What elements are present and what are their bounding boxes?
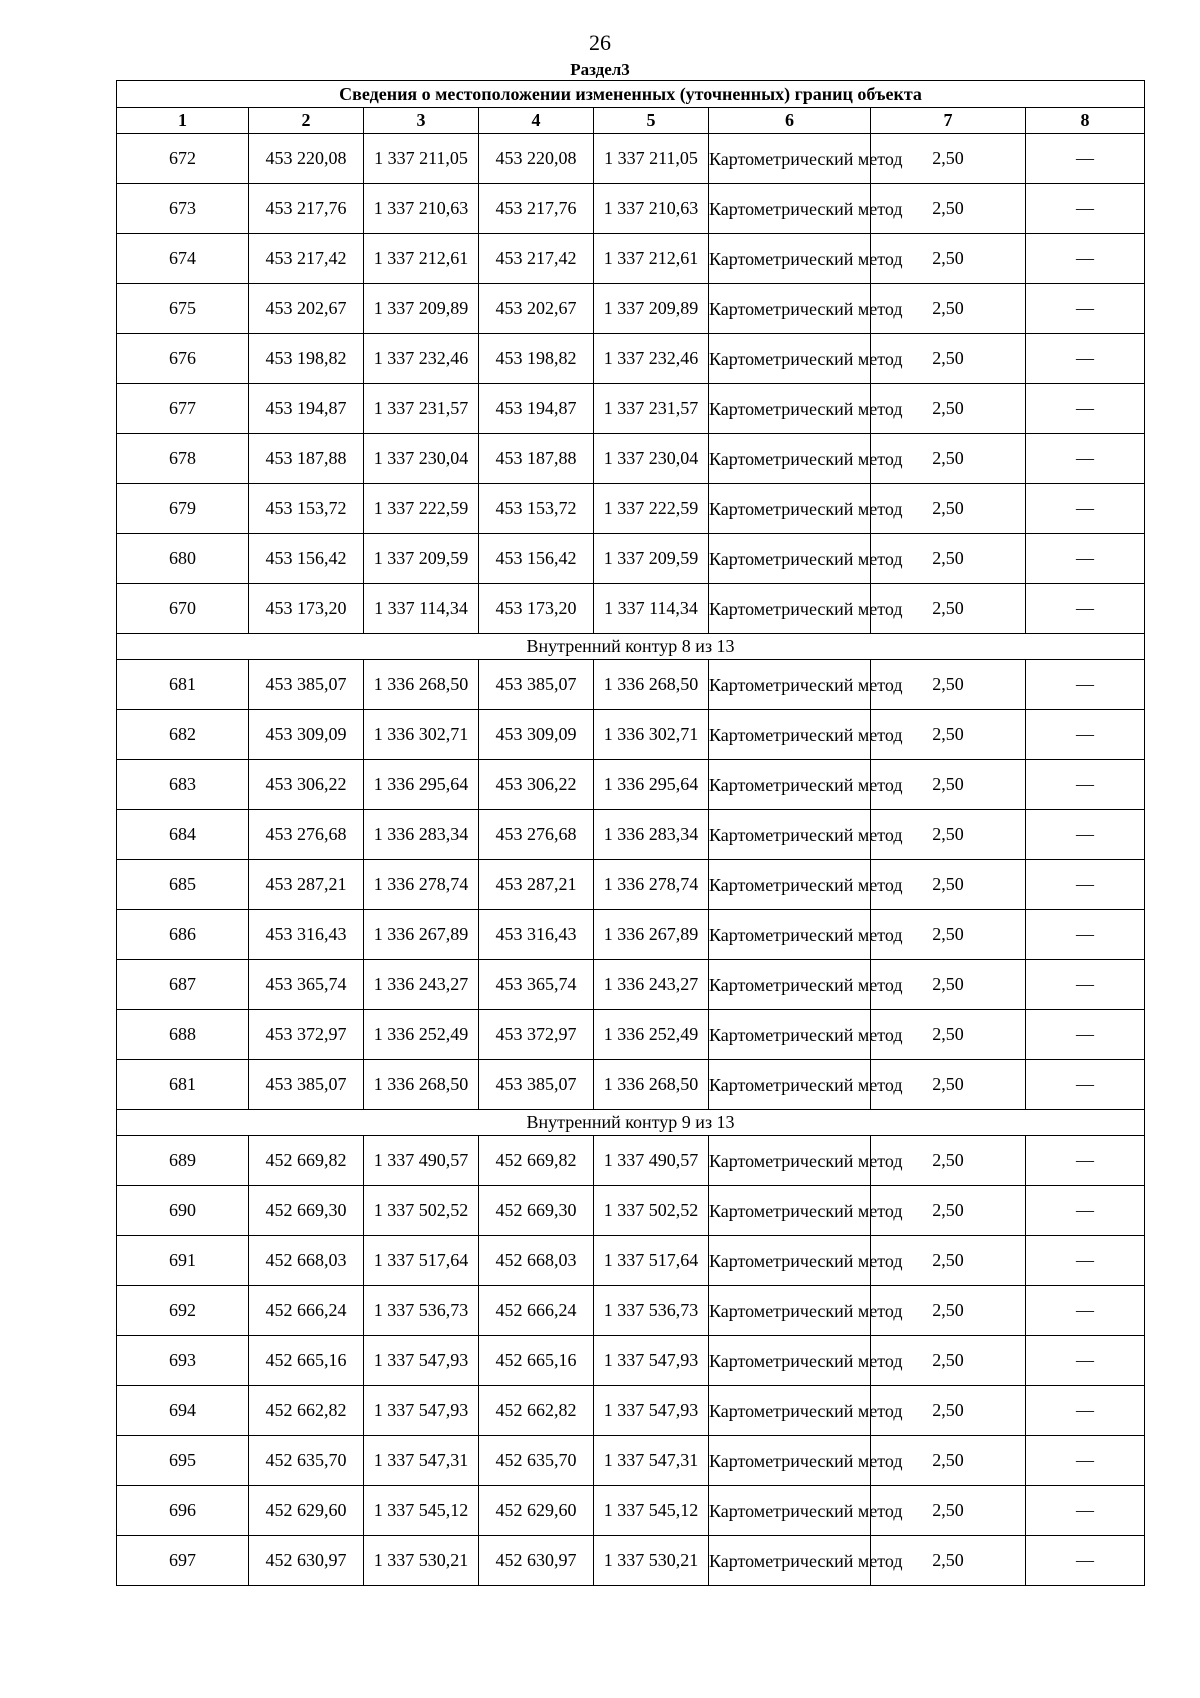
- cell-x-old: 453 372,97: [249, 1010, 364, 1060]
- cell-x-new: 453 365,74: [479, 960, 594, 1010]
- cell-accuracy: 2,50: [871, 484, 1026, 534]
- cell-method: Картометрический метод: [709, 1386, 871, 1436]
- cell-note: —: [1026, 1436, 1145, 1486]
- cell-y-old: 1 336 268,50: [364, 1060, 479, 1110]
- cell-y-new: 1 336 268,50: [594, 660, 709, 710]
- contour-label: Внутренний контур 8 из 13: [117, 634, 1145, 660]
- table-row: [117, 1136, 1145, 1186]
- cell-y-new: 1 337 114,34: [594, 584, 709, 634]
- cell-method: Картометрический метод: [709, 910, 871, 960]
- cell-accuracy: 2,50: [871, 1386, 1026, 1436]
- cell-x-old: 453 202,67: [249, 284, 364, 334]
- cell-point-number: 682: [117, 710, 249, 760]
- cell-point-number: 675: [117, 284, 249, 334]
- cell-accuracy: 2,50: [871, 334, 1026, 384]
- cell-note: —: [1026, 710, 1145, 760]
- cell-y-old: 1 337 230,04: [364, 434, 479, 484]
- cell-x-new: 452 669,82: [479, 1136, 594, 1186]
- column-header: 1: [117, 108, 249, 134]
- cell-accuracy: 2,50: [871, 184, 1026, 234]
- cell-y-old: 1 337 210,63: [364, 184, 479, 234]
- cell-y-old: 1 337 114,34: [364, 584, 479, 634]
- cell-accuracy: 2,50: [871, 234, 1026, 284]
- cell-x-old: 453 187,88: [249, 434, 364, 484]
- cell-y-new: 1 337 547,93: [594, 1336, 709, 1386]
- cell-x-old: 452 635,70: [249, 1436, 364, 1486]
- cell-accuracy: 2,50: [871, 1186, 1026, 1236]
- cell-point-number: 681: [117, 1060, 249, 1110]
- cell-x-old: 452 668,03: [249, 1236, 364, 1286]
- cell-x-new: 453 385,07: [479, 660, 594, 710]
- cell-note: —: [1026, 1486, 1145, 1536]
- cell-accuracy: 2,50: [871, 860, 1026, 910]
- cell-point-number: 680: [117, 534, 249, 584]
- cell-accuracy: 2,50: [871, 960, 1026, 1010]
- cell-y-new: 1 337 210,63: [594, 184, 709, 234]
- cell-y-old: 1 337 547,93: [364, 1386, 479, 1436]
- cell-point-number: 674: [117, 234, 249, 284]
- cell-y-old: 1 337 231,57: [364, 384, 479, 434]
- table-row: [117, 810, 1145, 860]
- cell-accuracy: 2,50: [871, 1486, 1026, 1536]
- column-header: 6: [709, 108, 871, 134]
- table-row: [117, 234, 1145, 284]
- cell-note: —: [1026, 134, 1145, 184]
- table-row: [117, 384, 1145, 434]
- cell-y-old: 1 337 547,93: [364, 1336, 479, 1386]
- cell-method: Картометрический метод: [709, 1536, 871, 1586]
- cell-y-new: 1 337 212,61: [594, 234, 709, 284]
- cell-accuracy: 2,50: [871, 760, 1026, 810]
- cell-point-number: 683: [117, 760, 249, 810]
- cell-note: —: [1026, 234, 1145, 284]
- cell-x-old: 452 669,82: [249, 1136, 364, 1186]
- cell-y-new: 1 337 547,93: [594, 1386, 709, 1436]
- cell-y-new: 1 336 268,50: [594, 1060, 709, 1110]
- cell-point-number: 687: [117, 960, 249, 1010]
- cell-note: —: [1026, 660, 1145, 710]
- cell-accuracy: 2,50: [871, 1136, 1026, 1186]
- cell-x-new: 452 635,70: [479, 1436, 594, 1486]
- cell-x-new: 453 220,08: [479, 134, 594, 184]
- cell-x-new: 453 153,72: [479, 484, 594, 534]
- table-caption-row: [117, 81, 1145, 108]
- cell-method: Картометрический метод: [709, 1060, 871, 1110]
- cell-point-number: 693: [117, 1336, 249, 1386]
- cell-y-old: 1 337 545,12: [364, 1486, 479, 1536]
- cell-x-new: 453 309,09: [479, 710, 594, 760]
- cell-method: Картометрический метод: [709, 384, 871, 434]
- coordinates-table: [116, 80, 1145, 1586]
- cell-accuracy: 2,50: [871, 134, 1026, 184]
- column-header: 3: [364, 108, 479, 134]
- cell-x-old: 452 629,60: [249, 1486, 364, 1536]
- section-title: Раздел3: [570, 60, 630, 79]
- cell-y-old: 1 336 283,34: [364, 810, 479, 860]
- cell-x-new: 452 630,97: [479, 1536, 594, 1586]
- table-row: [117, 760, 1145, 810]
- table-row: [117, 134, 1145, 184]
- cell-method: Картометрический метод: [709, 1286, 871, 1336]
- cell-x-old: 453 385,07: [249, 660, 364, 710]
- cell-x-old: 453 385,07: [249, 1060, 364, 1110]
- cell-y-old: 1 337 211,05: [364, 134, 479, 184]
- cell-point-number: 679: [117, 484, 249, 534]
- cell-point-number: 677: [117, 384, 249, 434]
- cell-x-new: 453 187,88: [479, 434, 594, 484]
- cell-accuracy: 2,50: [871, 1010, 1026, 1060]
- cell-point-number: 672: [117, 134, 249, 184]
- cell-accuracy: 2,50: [871, 910, 1026, 960]
- cell-x-new: 452 665,16: [479, 1336, 594, 1386]
- cell-x-new: 453 198,82: [479, 334, 594, 384]
- cell-method: Картометрический метод: [709, 534, 871, 584]
- cell-method: Картометрический метод: [709, 434, 871, 484]
- cell-note: —: [1026, 1386, 1145, 1436]
- cell-note: —: [1026, 584, 1145, 634]
- cell-y-new: 1 337 222,59: [594, 484, 709, 534]
- cell-method: Картометрический метод: [709, 584, 871, 634]
- cell-note: —: [1026, 860, 1145, 910]
- cell-y-new: 1 336 278,74: [594, 860, 709, 910]
- cell-y-new: 1 336 302,71: [594, 710, 709, 760]
- cell-note: —: [1026, 184, 1145, 234]
- cell-note: —: [1026, 1236, 1145, 1286]
- cell-x-new: 452 669,30: [479, 1186, 594, 1236]
- cell-x-old: 453 365,74: [249, 960, 364, 1010]
- cell-x-new: 452 666,24: [479, 1286, 594, 1336]
- cell-x-new: 453 217,42: [479, 234, 594, 284]
- cell-note: —: [1026, 1136, 1145, 1186]
- cell-point-number: 689: [117, 1136, 249, 1186]
- cell-point-number: 697: [117, 1536, 249, 1586]
- cell-point-number: 685: [117, 860, 249, 910]
- table-row: [117, 534, 1145, 584]
- cell-y-old: 1 337 547,31: [364, 1436, 479, 1486]
- cell-y-new: 1 337 209,59: [594, 534, 709, 584]
- contour-label-row: [117, 634, 1145, 660]
- cell-accuracy: 2,50: [871, 1536, 1026, 1586]
- cell-y-old: 1 337 209,89: [364, 284, 479, 334]
- cell-method: Картометрический метод: [709, 860, 871, 910]
- cell-x-old: 453 306,22: [249, 760, 364, 810]
- table-row: [117, 1060, 1145, 1110]
- cell-method: Картометрический метод: [709, 1186, 871, 1236]
- cell-point-number: 688: [117, 1010, 249, 1060]
- cell-method: Картометрический метод: [709, 1336, 871, 1386]
- cell-note: —: [1026, 534, 1145, 584]
- cell-accuracy: 2,50: [871, 710, 1026, 760]
- cell-note: —: [1026, 810, 1145, 860]
- table-body: [117, 81, 1145, 1586]
- cell-x-new: 453 276,68: [479, 810, 594, 860]
- cell-y-new: 1 337 502,52: [594, 1186, 709, 1236]
- cell-point-number: 696: [117, 1486, 249, 1536]
- cell-method: Картометрический метод: [709, 1236, 871, 1286]
- cell-y-old: 1 336 268,50: [364, 660, 479, 710]
- cell-x-old: 453 316,43: [249, 910, 364, 960]
- cell-note: —: [1026, 760, 1145, 810]
- cell-note: —: [1026, 1186, 1145, 1236]
- cell-note: —: [1026, 910, 1145, 960]
- cell-x-new: 453 217,76: [479, 184, 594, 234]
- table-row: [117, 1436, 1145, 1486]
- cell-point-number: 692: [117, 1286, 249, 1336]
- cell-x-new: 452 662,82: [479, 1386, 594, 1436]
- cell-method: Картометрический метод: [709, 760, 871, 810]
- cell-method: Картометрический метод: [709, 710, 871, 760]
- cell-method: Картометрический метод: [709, 184, 871, 234]
- cell-method: Картометрический метод: [709, 1136, 871, 1186]
- column-header: 2: [249, 108, 364, 134]
- cell-x-old: 453 276,68: [249, 810, 364, 860]
- cell-method: Картометрический метод: [709, 134, 871, 184]
- cell-point-number: 678: [117, 434, 249, 484]
- cell-y-old: 1 337 536,73: [364, 1286, 479, 1336]
- table-row: [117, 1536, 1145, 1586]
- cell-method: Картометрический метод: [709, 234, 871, 284]
- cell-method: Картометрический метод: [709, 284, 871, 334]
- cell-y-old: 1 337 517,64: [364, 1236, 479, 1286]
- column-header: 5: [594, 108, 709, 134]
- table-row: [117, 184, 1145, 234]
- cell-method: Картометрический метод: [709, 1436, 871, 1486]
- cell-y-new: 1 337 490,57: [594, 1136, 709, 1186]
- column-header: 7: [871, 108, 1026, 134]
- table-row: [117, 710, 1145, 760]
- cell-x-new: 452 668,03: [479, 1236, 594, 1286]
- cell-note: —: [1026, 1010, 1145, 1060]
- cell-y-new: 1 337 230,04: [594, 434, 709, 484]
- cell-y-new: 1 337 536,73: [594, 1286, 709, 1336]
- cell-accuracy: 2,50: [871, 1286, 1026, 1336]
- cell-point-number: 694: [117, 1386, 249, 1436]
- cell-method: Картометрический метод: [709, 660, 871, 710]
- table-row: [117, 584, 1145, 634]
- cell-y-old: 1 337 232,46: [364, 334, 479, 384]
- cell-x-new: 453 372,97: [479, 1010, 594, 1060]
- cell-note: —: [1026, 960, 1145, 1010]
- cell-y-new: 1 336 283,34: [594, 810, 709, 860]
- cell-x-old: 452 630,97: [249, 1536, 364, 1586]
- cell-x-old: 452 669,30: [249, 1186, 364, 1236]
- cell-note: —: [1026, 1536, 1145, 1586]
- table-row: [117, 1186, 1145, 1236]
- cell-x-new: 453 156,42: [479, 534, 594, 584]
- table-row: [117, 1486, 1145, 1536]
- cell-x-old: 453 217,42: [249, 234, 364, 284]
- contour-label-row: [117, 1110, 1145, 1136]
- cell-point-number: 695: [117, 1436, 249, 1486]
- table-caption: Сведения о местоположении измененных (уточненных) границ объекта: [117, 81, 1145, 108]
- cell-accuracy: 2,50: [871, 810, 1026, 860]
- cell-point-number: 673: [117, 184, 249, 234]
- table-row: [117, 910, 1145, 960]
- cell-method: Картометрический метод: [709, 960, 871, 1010]
- cell-y-new: 1 336 295,64: [594, 760, 709, 810]
- table-row: [117, 860, 1145, 910]
- cell-y-new: 1 337 232,46: [594, 334, 709, 384]
- column-header: 4: [479, 108, 594, 134]
- cell-x-new: 452 629,60: [479, 1486, 594, 1536]
- cell-accuracy: 2,50: [871, 1336, 1026, 1386]
- table-row: [117, 1386, 1145, 1436]
- cell-x-old: 453 217,76: [249, 184, 364, 234]
- cell-x-new: 453 202,67: [479, 284, 594, 334]
- table-row: [117, 660, 1145, 710]
- cell-method: Картометрический метод: [709, 334, 871, 384]
- table-row: [117, 284, 1145, 334]
- cell-accuracy: 2,50: [871, 1436, 1026, 1486]
- cell-y-new: 1 337 211,05: [594, 134, 709, 184]
- page-number: 26: [589, 30, 611, 55]
- cell-x-new: 453 194,87: [479, 384, 594, 434]
- table-row: [117, 1010, 1145, 1060]
- cell-accuracy: 2,50: [871, 534, 1026, 584]
- cell-method: Картометрический метод: [709, 1486, 871, 1536]
- cell-point-number: 676: [117, 334, 249, 384]
- cell-accuracy: 2,50: [871, 434, 1026, 484]
- cell-x-old: 453 156,42: [249, 534, 364, 584]
- cell-accuracy: 2,50: [871, 584, 1026, 634]
- cell-point-number: 691: [117, 1236, 249, 1286]
- cell-x-new: 453 287,21: [479, 860, 594, 910]
- cell-method: Картометрический метод: [709, 1010, 871, 1060]
- cell-accuracy: 2,50: [871, 660, 1026, 710]
- cell-accuracy: 2,50: [871, 384, 1026, 434]
- cell-note: —: [1026, 384, 1145, 434]
- cell-y-old: 1 337 212,61: [364, 234, 479, 284]
- cell-y-old: 1 336 278,74: [364, 860, 479, 910]
- cell-method: Картометрический метод: [709, 484, 871, 534]
- cell-y-new: 1 337 545,12: [594, 1486, 709, 1536]
- cell-point-number: 681: [117, 660, 249, 710]
- table-header-row: [117, 108, 1145, 134]
- cell-x-old: 453 198,82: [249, 334, 364, 384]
- cell-note: —: [1026, 484, 1145, 534]
- cell-x-old: 452 662,82: [249, 1386, 364, 1436]
- cell-y-new: 1 336 252,49: [594, 1010, 709, 1060]
- cell-y-new: 1 337 517,64: [594, 1236, 709, 1286]
- column-header: 8: [1026, 108, 1145, 134]
- table-row: [117, 1236, 1145, 1286]
- cell-x-old: 453 153,72: [249, 484, 364, 534]
- cell-y-old: 1 336 252,49: [364, 1010, 479, 1060]
- cell-point-number: 686: [117, 910, 249, 960]
- cell-point-number: 684: [117, 810, 249, 860]
- cell-note: —: [1026, 1060, 1145, 1110]
- cell-x-old: 452 665,16: [249, 1336, 364, 1386]
- contour-label: Внутренний контур 9 из 13: [117, 1110, 1145, 1136]
- cell-x-old: 452 666,24: [249, 1286, 364, 1336]
- table-row: [117, 1336, 1145, 1386]
- cell-y-new: 1 337 547,31: [594, 1436, 709, 1486]
- cell-method: Картометрический метод: [709, 810, 871, 860]
- cell-y-new: 1 337 231,57: [594, 384, 709, 434]
- cell-note: —: [1026, 1286, 1145, 1336]
- cell-x-old: 453 173,20: [249, 584, 364, 634]
- cell-x-old: 453 194,87: [249, 384, 364, 434]
- cell-y-old: 1 337 502,52: [364, 1186, 479, 1236]
- cell-y-old: 1 337 209,59: [364, 534, 479, 584]
- cell-y-old: 1 336 267,89: [364, 910, 479, 960]
- cell-y-old: 1 336 295,64: [364, 760, 479, 810]
- cell-point-number: 690: [117, 1186, 249, 1236]
- cell-x-new: 453 385,07: [479, 1060, 594, 1110]
- cell-note: —: [1026, 334, 1145, 384]
- cell-accuracy: 2,50: [871, 1236, 1026, 1286]
- cell-y-new: 1 337 209,89: [594, 284, 709, 334]
- cell-y-old: 1 337 222,59: [364, 484, 479, 534]
- cell-accuracy: 2,50: [871, 284, 1026, 334]
- cell-accuracy: 2,50: [871, 1060, 1026, 1110]
- table-row: [117, 334, 1145, 384]
- cell-y-new: 1 337 530,21: [594, 1536, 709, 1586]
- cell-y-old: 1 337 490,57: [364, 1136, 479, 1186]
- cell-y-old: 1 336 243,27: [364, 960, 479, 1010]
- cell-x-new: 453 316,43: [479, 910, 594, 960]
- cell-y-new: 1 336 267,89: [594, 910, 709, 960]
- cell-x-old: 453 220,08: [249, 134, 364, 184]
- cell-x-old: 453 309,09: [249, 710, 364, 760]
- table-row: [117, 1286, 1145, 1336]
- cell-y-old: 1 336 302,71: [364, 710, 479, 760]
- cell-note: —: [1026, 284, 1145, 334]
- cell-point-number: 670: [117, 584, 249, 634]
- cell-note: —: [1026, 434, 1145, 484]
- cell-y-old: 1 337 530,21: [364, 1536, 479, 1586]
- cell-note: —: [1026, 1336, 1145, 1386]
- cell-y-new: 1 336 243,27: [594, 960, 709, 1010]
- cell-x-old: 453 287,21: [249, 860, 364, 910]
- table-row: [117, 484, 1145, 534]
- table-row: [117, 434, 1145, 484]
- cell-x-new: 453 306,22: [479, 760, 594, 810]
- table-row: [117, 960, 1145, 1010]
- cell-x-new: 453 173,20: [479, 584, 594, 634]
